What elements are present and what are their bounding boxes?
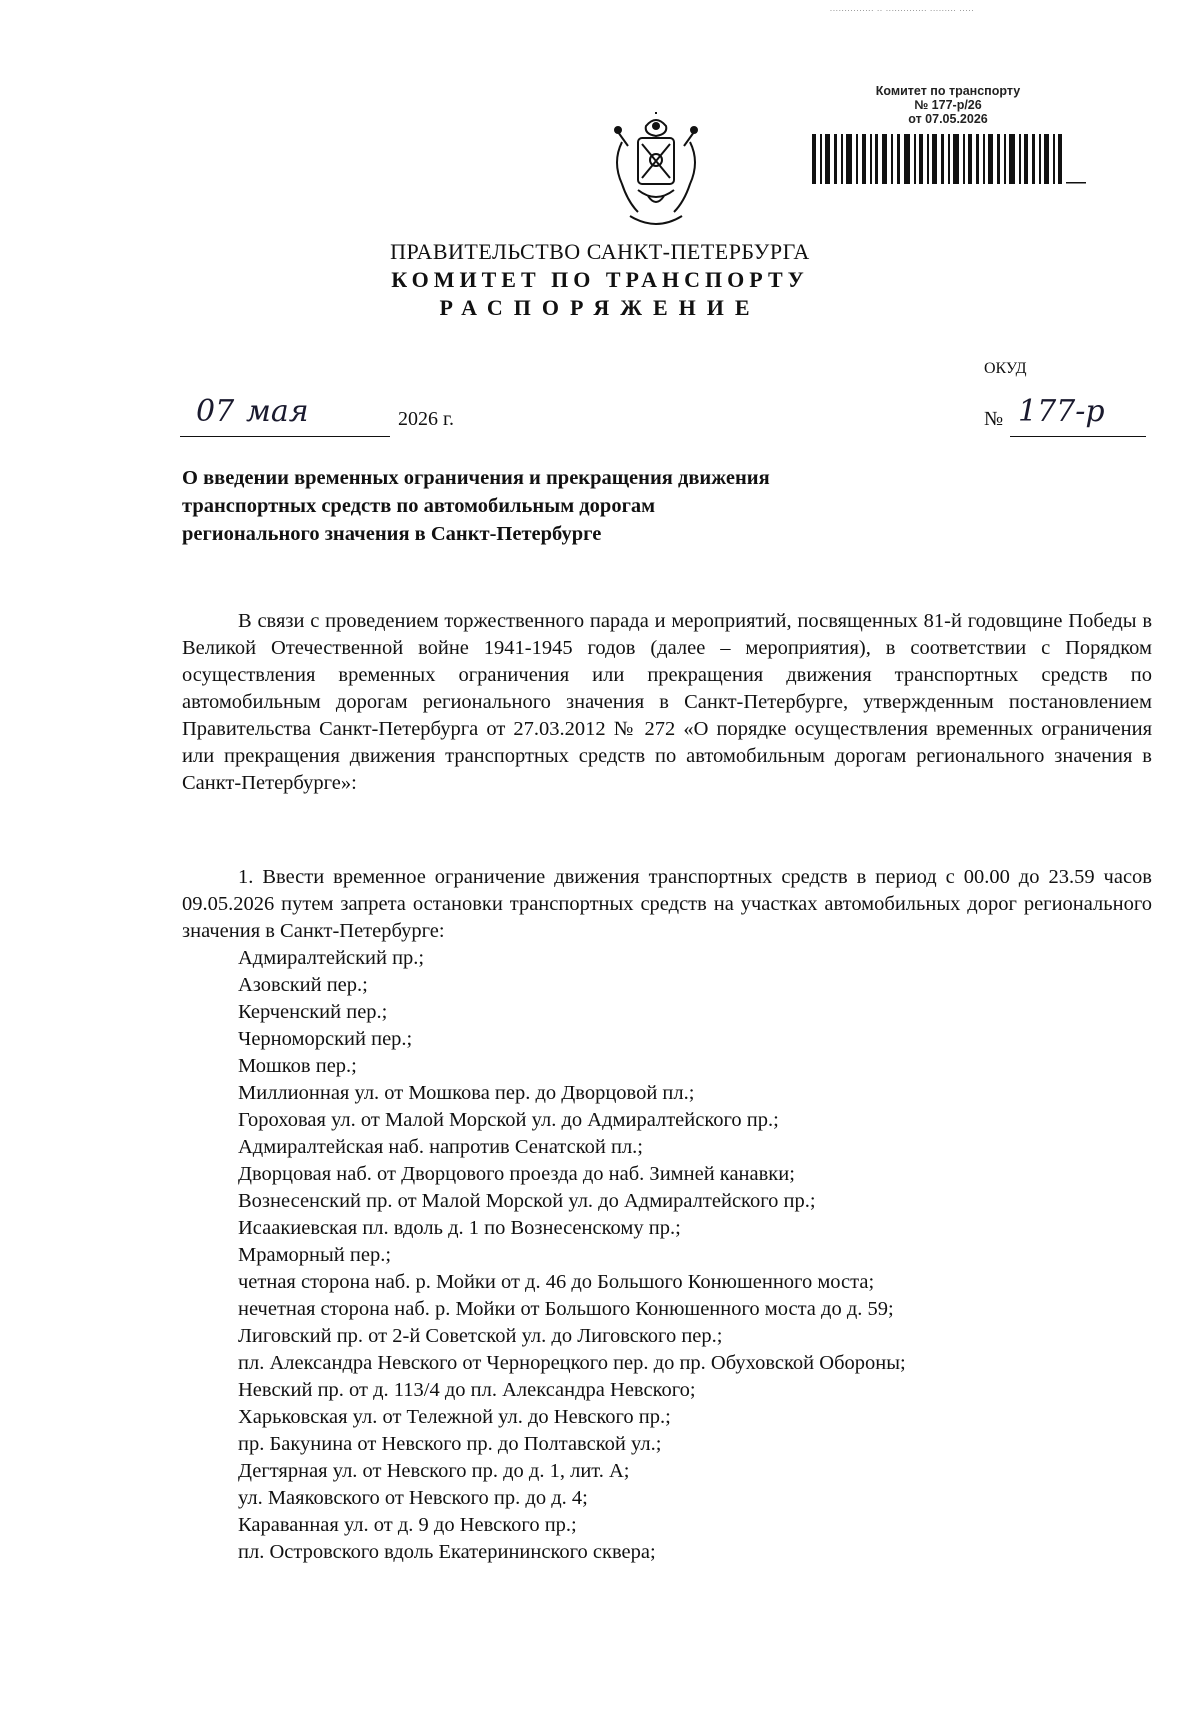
list-item: пл. Островского вдоль Екатерининского сквера; [238,1541,656,1563]
list-item: Исаакиевская пл. вдоль д. 1 по Вознесенскому пр.; [238,1217,681,1239]
list-item: Невский пр. от д. 113/4 до пл. Александра Невского; [238,1379,696,1401]
number-label: № [984,408,1004,430]
list-item: Дворцовая наб. от Дворцового проезда до наб. Зимней канавки; [238,1163,795,1185]
list-item: Гороховая ул. от Малой Морской ул. до Адмиралтейского пр.; [238,1109,779,1131]
barcode [812,134,1112,194]
date-year: 2026 г. [398,408,454,430]
order-number-handwritten: 177-р [1018,394,1105,429]
list-item: Адмиралтейский пр.; [238,947,425,969]
okud-label: ОКУД [984,360,1027,377]
preamble-paragraph: В связи с проведением торжественного парада и мероприятий, посвященных 81-й годовщине Победы в Великой Отечественной войне 1941-1945 годов (далее – мероприятия), в соответствии с Порядком осуществления временных ограничения или прекращения движения транспортных средств по автомобильным дорогам регионального значения в Санкт-Петербурге, утвержденным постановлением Правительства Санкт-Петербурга от 27.03.2012 № 272 «О порядке осуществления временных ограничения или прекращения движения транспортных средств по автомобильным дорогам регионального значения в Санкт-Петербурге»: [182,610,1152,794]
stamp-line-number: № 177-р/26 [914,98,982,112]
list-item: ул. Маяковского от Невского пр. до д. 4; [238,1487,588,1509]
committee-heading: КОМИТЕТ ПО ТРАНСПОРТУ [391,267,809,292]
list-item: пл. Александра Невского от Чернорецкого пер. до пр. Обуховской Обороны; [238,1352,906,1374]
date-day-handwritten: 07 [196,394,235,429]
registration-stamp [848,84,1048,126]
list-item: Лиговский пр. от 2-й Советской ул. до Лиговского пер.; [238,1325,723,1347]
list-item: Вознесенский пр. от Малой Морской ул. до Адмиралтейского пр.; [238,1190,816,1212]
street-list [238,945,906,1566]
list-item: Мраморный пер.; [238,1244,392,1266]
list-item: нечетная сторона наб. р. Мойки от Большого Конюшенного моста до д. 59; [238,1298,894,1320]
list-item: пр. Бакунина от Невского пр. до Полтавской ул.; [238,1433,662,1455]
list-item: Мошков пер.; [238,1055,357,1077]
list-item: четная сторона наб. р. Мойки от д. 46 до Большого Конюшенного моста; [238,1271,875,1293]
coat-of-arms-icon [608,112,704,234]
list-item: Харьковская ул. от Тележной ул. до Невского пр.; [238,1406,671,1428]
government-heading: ПРАВИТЕЛЬСТВО САНКТ-ПЕТЕРБУРГА [390,239,810,264]
stamp-line-committee: Комитет по транспорту [875,84,1021,98]
date-month-handwritten: мая [246,394,309,429]
scan-noise-text: ............... .. .............. ......... ..... [830,6,975,13]
document-title: О введении временных ограничения и прекращения движения транспортных средств по автомобильным дорогам регионального значения в Санкт-Петербурге [182,467,770,545]
list-item: Азовский пер.; [238,974,368,996]
list-item: Миллионная ул. от Мошкова пер. до Дворцовой пл.; [238,1082,695,1104]
list-item: Караванная ул. от д. 9 до Невского пр.; [238,1514,577,1536]
list-item: Адмиралтейская наб. напротив Сенатской пл.; [238,1136,644,1158]
list-item: Черноморский пер.; [238,1028,413,1050]
list-item: Керченский пер.; [238,1001,388,1023]
stamp-line-date: от 07.05.2026 [908,112,988,126]
clause-1-paragraph: 1. Ввести временное ограничение движения транспортных средств в период с 00.00 до 23.59 часов 09.05.2026 путем запрета остановки транспортных средств на участках автомобильных дорог регионального значения в Санкт-Петербурге: [182,866,1152,942]
document-type-heading: РАСПОРЯЖЕНИЕ [439,295,761,320]
list-item: Дегтярная ул. от Невского пр. до д. 1, лит. А; [238,1460,630,1482]
